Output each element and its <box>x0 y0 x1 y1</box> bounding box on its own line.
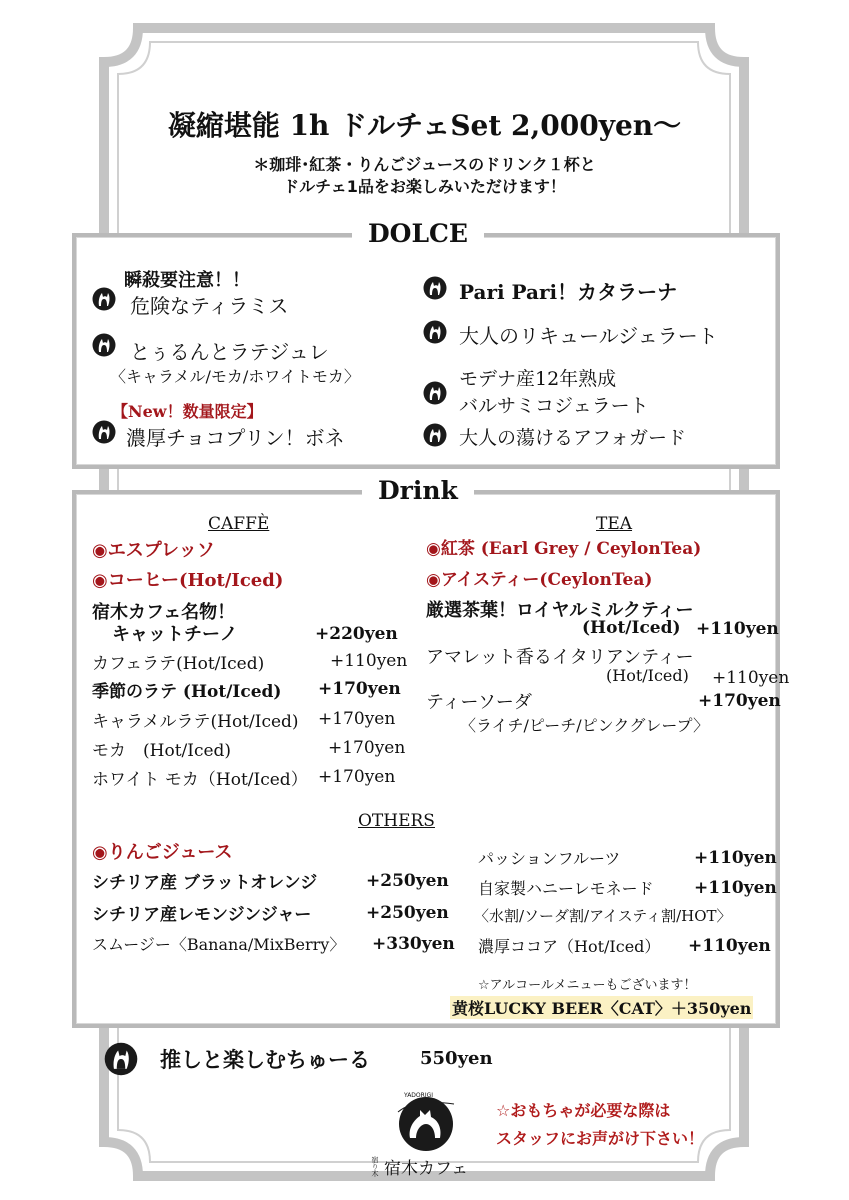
others-item-name: パッションフルーツ <box>478 849 621 868</box>
tea-item-tea-soda-price: +170yen <box>698 691 781 711</box>
cat-icon <box>423 381 447 405</box>
cat-icon <box>104 1042 138 1076</box>
cat-icon <box>423 276 447 300</box>
others-item-name: シチリア産 ブラットオレンジ <box>92 873 318 893</box>
toy-note-line1: ☆おもちゃが必要な際は <box>496 1101 671 1120</box>
caffe-item-name: キャラメルラテ(Hot/Iced) <box>92 712 299 732</box>
tea-label: TEA <box>596 514 633 534</box>
caffe-item-name: カフェラテ(Hot/Iced) <box>92 654 265 674</box>
dolce-heading: DOLCE <box>352 219 484 248</box>
others-item-name: シチリア産レモンジンジャー <box>92 905 312 925</box>
caffe-label: CAFFÈ <box>208 514 270 534</box>
caffe-item-catccino-price: +220yen <box>315 624 398 644</box>
others-item-options: 〈水割/ソーダ割/アイスティ割/HOT〉 <box>474 907 732 925</box>
tea-base-iced-tea: ◉アイスティー(CeylonTea) <box>426 570 653 590</box>
logo-top-text: YADORIGI <box>404 1092 434 1099</box>
dolce-item-balsamic-line1: モデナ産12年熟成 <box>459 368 617 390</box>
dolce-item-catalana: Pari Pari！カタラーナ <box>459 280 678 304</box>
tea-base-black-tea: ◉紅茶 (Earl Grey / CeylonTea) <box>426 539 702 559</box>
header-note-line1: ＊珈琲･紅茶・りんごジュースのドリンク１杯と <box>253 155 596 174</box>
caffe-base-coffee: ◉コーヒー(Hot/Iced) <box>92 570 284 591</box>
cat-icon <box>92 420 116 444</box>
page-title: 凝縮堪能 1h ドルチェSet 2,000yen〜 <box>167 109 682 142</box>
tea-item-tea-soda-flavors: 〈ライチ/ピーチ/ピンクグレープ〉 <box>460 716 710 735</box>
dolce-item-balsamic-line2: バルサミコジェラート <box>459 395 649 417</box>
dolce-item-latte-jelly: とぅるんとラテジュレ <box>130 340 329 364</box>
tea-item-tea-soda: ティーソーダ <box>426 692 532 713</box>
tea-item-amaretto-price: +110yen <box>712 668 790 688</box>
others-item-price: +110yen <box>694 878 777 898</box>
caffe-item-price: +170yen <box>318 709 396 729</box>
lucky-beer: 黄桜LUCKY BEER〈CAT〉＋350yen <box>450 996 753 1019</box>
others-item-price: +330yen <box>372 934 455 954</box>
dolce-item-liqueur-gelato: 大人のリキュールジェラート <box>459 324 718 348</box>
others-item-price: +250yen <box>366 871 449 891</box>
new-limited-badge: 【New！数量限定】 <box>112 402 263 421</box>
cat-icon <box>92 287 116 311</box>
others-item-name: 濃厚ココア（Hot/Iced） <box>478 937 661 956</box>
logo-name: 宿木カフェ <box>384 1159 469 1179</box>
tea-item-royal-milk-tea: 厳選茶葉！ロイヤルミルクティー <box>426 600 694 621</box>
tea-item-amaretto-temp: (Hot/Iced) <box>606 666 689 685</box>
alcohol-note: ☆アルコールメニューもございます！ <box>478 978 697 993</box>
caffe-item-name: モカ (Hot/Iced) <box>92 741 232 761</box>
cafe-logo <box>394 1090 458 1154</box>
tea-item-amaretto: アマレット香るイタリアンティー <box>426 647 694 668</box>
drink-heading: Drink <box>362 476 474 505</box>
header-note-line2: ドルチェ1品をお楽しみいただけます！ <box>283 177 566 196</box>
tea-item-royal-milk-tea-temp: (Hot/Iced) <box>582 618 681 638</box>
dolce-item-latte-jelly-flavors: 〈キャラメル/モカ/ホワイトモカ〉 <box>110 367 360 386</box>
others-item-price: +250yen <box>366 903 449 923</box>
churu-label: 推しと楽しむちゅーる <box>160 1047 370 1072</box>
dolce-item-tiramisu-line1: 瞬殺要注意！！ <box>124 270 250 291</box>
cat-icon <box>423 423 447 447</box>
others-label: OTHERS <box>358 811 435 831</box>
tea-item-royal-milk-tea-price: +110yen <box>696 619 779 639</box>
dolce-item-bonet: 濃厚チョコプリン！ボネ <box>126 426 345 450</box>
dolce-item-affogato: 大人の蕩けるアフォガード <box>459 427 687 449</box>
others-item-name: 自家製ハニーレモネード <box>478 879 654 898</box>
caffe-item-price: +170yen <box>328 738 406 758</box>
cat-icon <box>92 333 116 357</box>
caffe-base-espresso: ◉エスプレッソ <box>92 540 215 561</box>
logo-small-text: 宿り木 <box>371 1156 379 1177</box>
others-item-name: スムージー〈Banana/MixBerry〉 <box>92 935 346 954</box>
caffe-item-price: +110yen <box>330 651 408 671</box>
caffe-item-price: +170yen <box>318 679 401 699</box>
caffe-item-catccino-line1: 宿木カフェ名物！ <box>92 602 236 623</box>
others-item-price: +110yen <box>694 848 777 868</box>
dolce-item-tiramisu: 危険なティラミス <box>130 294 289 318</box>
cat-icon <box>423 320 447 344</box>
caffe-item-price: +170yen <box>318 767 396 787</box>
others-base-apple-juice: ◉りんごジュース <box>92 842 233 863</box>
caffe-item-catccino: キャットチーノ <box>112 624 238 645</box>
others-item-price: +110yen <box>688 936 771 956</box>
caffe-item-name: 季節のラテ (Hot/Iced) <box>92 682 282 702</box>
caffe-item-name: ホワイト モカ（Hot/Iced） <box>92 770 308 790</box>
toy-note-line2: スタッフにお声がけ下さい！ <box>496 1129 705 1148</box>
churu-price: 550yen <box>420 1048 493 1069</box>
